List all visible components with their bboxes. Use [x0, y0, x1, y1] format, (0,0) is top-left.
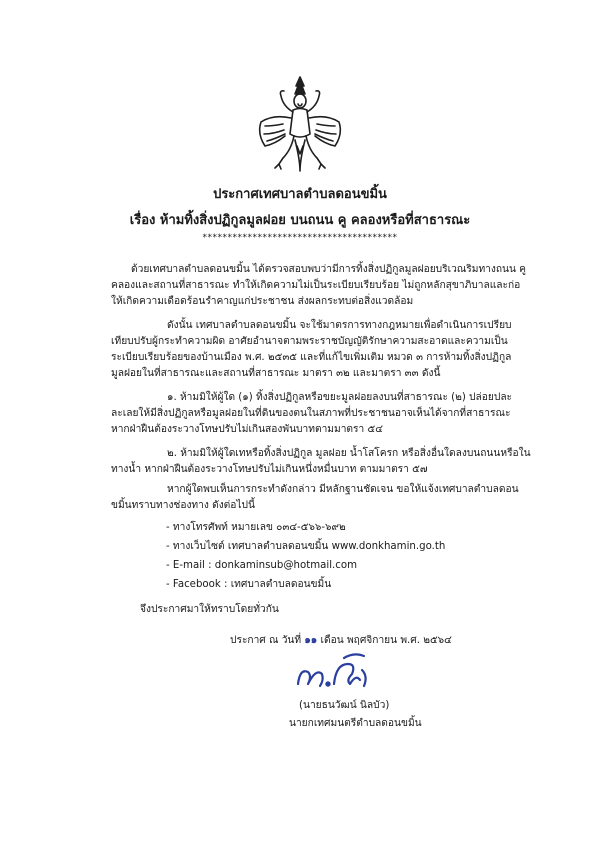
- contact-phone: - ทางโทรศัพท์ หมายเลข ๐๓๔-๕๖๖-๖๙๒: [166, 522, 346, 533]
- paragraph-rule-2: ๒. ห้ามมิให้ผู้ใดเทหรือทิ้งสิ่งปฏิกูล มูลฝอย น้ำโสโครก หรือสิ่งอื่นใดลงบนถนนหรือในทางน้ำ หากฝ่าฝืนต้องระวางโทษปรับไม่เกินหนึ่งหมื่นบาท ตามมาตรา ๕๗: [111, 448, 531, 475]
- garuda-emblem-icon: [255, 74, 345, 174]
- paragraph-rule-1: ๑. ห้ามมิให้ผู้ใด (๑) ทิ้งสิ่งปฏิกูลหรือขยะมูลฝอยลงบนที่สาธารณะ (๒) ปล่อยปละละเลยให้มีสิ่งปฏิกูลหรือมูลฝอยในที่ดินของตนในสภาพที่ประชาชนอาจเห็นได้จากที่สาธารณะ หากฝ่าฝืนต้องระวางโทษปรับไม่เกินสองพันบาทตามมาตรา ๕๔: [111, 392, 513, 435]
- announcement-title: ประกาศเทศบาลตำบลดอนขมิ้น: [213, 187, 387, 202]
- date-prefix: ประกาศ ณ วันที่: [230, 635, 302, 646]
- paragraph-legal-measures: ดังนั้น เทศบาลตำบลดอนขมิ้น จะใช้มาตรการทางกฎหมายเพื่อดำเนินการเปรียบเทียบปรับผู้กระทำความผิด อาศัยอำนาจตามพระราชบัญญัติรักษาความสะอาดและความเป็นระเบียบเรียบร้อยของบ้านเมือง พ.ศ. ๒๕๓๕ และที่แก้ไขเพิ่มเติม หมวด ๓ การห้ามทิ้งสิ่งปฏิกูลมูลฝอยในที่สาธารณะและสถานที่สาธารณะ มาตรา ๓๒ และมาตรา ๓๓ ดังนี้: [111, 320, 512, 379]
- handwritten-signature: [290, 650, 380, 694]
- date-day: ๑๑: [304, 635, 318, 646]
- contact-website: - ทางเว็บไซต์ เทศบาลตำบลดอนขมิ้น www.donkhamin.go.th: [166, 541, 446, 552]
- contact-email: - E-mail : donkaminsub@hotmail.com: [166, 560, 358, 571]
- date-month: เดือน พฤศจิกายน: [320, 635, 398, 646]
- announcement-date: [230, 632, 452, 648]
- date-year: พ.ศ. ๒๕๖๔: [400, 635, 452, 646]
- signer-name: (นายธนวัฒน์ นิลบัว): [299, 700, 390, 711]
- contact-facebook: - Facebook : เทศบาลตำบลดอนขมิ้น: [166, 579, 332, 590]
- closing-statement: จึงประกาศมาให้ทราบโดยทั่วกัน: [140, 604, 279, 615]
- contact-list: [166, 518, 445, 594]
- signer-position: นายกเทศมนตรีตำบลดอนขมิ้น: [289, 718, 422, 729]
- paragraph-background: ด้วยเทศบาลตำบลดอนขมิ้น ได้ตรวจสอบพบว่ามีการทิ้งสิ่งปฏิกูลมูลฝอยบริเวณริมทางถนน คู คลองและสถานที่สาธารณะ ทำให้เกิดความไม่เป็นระเบียบเรียบร้อย ไม่ถูกหลักสุขาภิบาลและก่อให้เกิดความเดือดร้อนรำคาญแก่ประชาชน ส่งผลกระทบต่อสิ่งแวดล้อม: [111, 264, 526, 307]
- announcement-subject: เรื่อง ห้ามทิ้งสิ่งปฏิกูลมูลฝอย บนถนน คู คลองหรือที่สาธารณะ: [129, 213, 471, 228]
- paragraph-report: หากผู้ใดพบเห็นการกระทำดังกล่าว มีหลักฐานชัดเจน ขอให้แจ้งเทศบาลตำบลดอนขมิ้นทราบทางช่องทาง ดังต่อไปนี้: [111, 484, 519, 511]
- separator-line: ***************************************: [202, 233, 398, 243]
